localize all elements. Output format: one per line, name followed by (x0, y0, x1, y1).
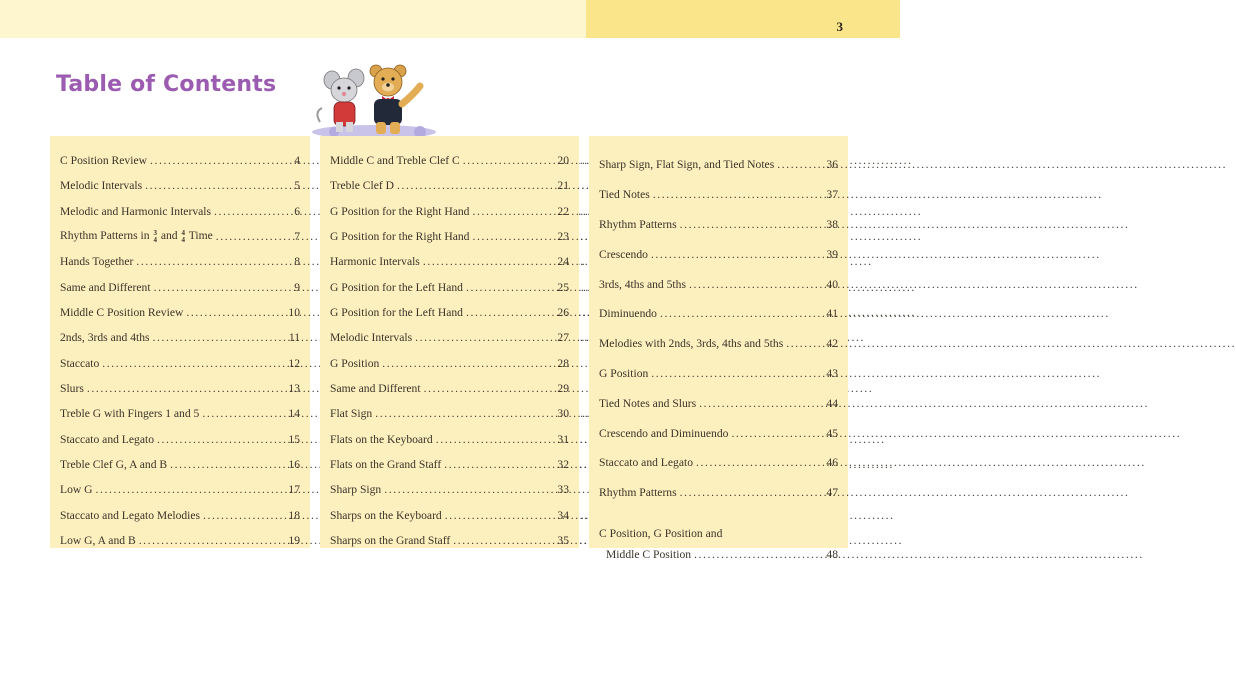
toc-entry (599, 321, 840, 351)
toc-entry-title: G Position for the Right Hand (330, 230, 470, 244)
toc-entry-title: Low G (60, 483, 93, 497)
toc-entry-page: 10 (288, 306, 300, 320)
toc-entry (60, 370, 302, 395)
toc-entry-title-line2: Middle C Position (606, 548, 692, 562)
toc-entry (599, 351, 840, 381)
toc-column-1 (50, 136, 310, 548)
toc-entry-title: Crescendo and Diminuendo (599, 426, 729, 440)
toc-entry-page: 8 (294, 255, 300, 269)
toc-entry-page: 33 (557, 483, 569, 497)
toc-entry (599, 261, 840, 291)
page-number: 3 (836, 19, 843, 34)
toc-entry (599, 142, 840, 172)
toc-entry (60, 193, 302, 218)
toc-entry-title: Rhythm Patterns (599, 486, 677, 500)
toc-entry-page: 42 (826, 337, 838, 351)
toc-entry-title: Flat Sign (330, 407, 373, 421)
toc-entry-page: 46 (826, 456, 838, 470)
toc-entry-title: Same and Different (60, 280, 151, 294)
toc-entry-page: 28 (557, 356, 569, 370)
toc-entry-title-line1: C Position, G Position and (599, 526, 723, 540)
toc-entry-title: Low G, A and B (60, 534, 136, 548)
toc-entry (330, 370, 571, 395)
toc-entry (330, 319, 571, 344)
toc-entry-page: 24 (557, 255, 569, 269)
toc-entry-page: 13 (288, 382, 300, 396)
toc-entry-page: 26 (557, 306, 569, 320)
toc-entry-title: Melodic Intervals (330, 331, 413, 345)
toc-entry-page: 19 (288, 534, 300, 548)
toc-entry (599, 500, 840, 562)
toc-entry-title: Treble Clef D (330, 179, 394, 193)
toc-entry-title: G Position for the Left Hand (330, 280, 463, 294)
toc-entry-title: Melodies with 2nds, 3rds, 4ths and 5ths (599, 337, 784, 351)
toc-entry-title: Middle C and Treble Clef C (330, 154, 460, 168)
toc-entry-title: Flats on the Keyboard (330, 432, 433, 446)
toc-entry (599, 440, 840, 470)
toc-entry-page: 45 (826, 426, 838, 440)
page-title: Table of Contents (56, 72, 277, 97)
toc-entry (330, 497, 571, 522)
toc-entry-page: 44 (826, 396, 838, 410)
toc-entry-page: 16 (288, 458, 300, 472)
time-signature-4-4: 4 4 (181, 229, 185, 244)
toc-entry (330, 471, 571, 496)
toc-entry-page: 32 (557, 458, 569, 472)
toc-column-2 (320, 136, 579, 548)
toc-entry-title: G Position for the Left Hand (330, 306, 463, 320)
toc-entry-page: 48 (826, 548, 838, 562)
toc-entry-page: 25 (557, 280, 569, 294)
toc-entry (60, 345, 302, 370)
toc-entry (330, 142, 571, 167)
toc-entry-title: Diminuendo (599, 307, 657, 321)
toc-entry (60, 243, 302, 268)
toc-entry (60, 294, 302, 319)
toc-entry-page: 17 (288, 483, 300, 497)
toc-entry (60, 167, 302, 192)
toc-entry (60, 142, 302, 167)
toc-entry-page: 7 (294, 230, 300, 244)
toc-entry-title: Sharps on the Grand Staff (330, 534, 451, 548)
toc-entry-page: 30 (557, 407, 569, 421)
toc-entry-title: Hands Together (60, 255, 134, 269)
toc-entry-title: Treble G with Fingers 1 and 5 (60, 407, 200, 421)
toc-entry-page: 36 (826, 158, 838, 172)
toc-entry (60, 497, 302, 522)
toc-entry-title: Tied Notes (599, 188, 650, 202)
toc-entry (599, 172, 840, 202)
toc-entry (330, 269, 571, 294)
toc-entry-title: C Position Review (60, 154, 147, 168)
toc-entry-title: G Position (599, 367, 649, 381)
toc-entry-page: 39 (826, 247, 838, 261)
toc-entry-page: 20 (557, 154, 569, 168)
toc-entry (60, 522, 302, 547)
toc-entry-title: Tied Notes and Slurs (599, 396, 697, 410)
toc-entry-title: 2nds, 3rds and 4ths (60, 331, 150, 345)
toc-entry (60, 319, 302, 344)
toc-entry-page: 23 (557, 230, 569, 244)
toc-entry-title: Staccato and Legato (60, 432, 154, 446)
toc-entry-page: 9 (294, 280, 300, 294)
toc-entry-page: 6 (294, 204, 300, 218)
toc-entry-page: 31 (557, 432, 569, 446)
toc-entry (330, 395, 571, 420)
toc-entry (330, 345, 571, 370)
toc-entry-title: Staccato and Legato (599, 456, 693, 470)
toc-entry (599, 410, 840, 440)
toc-entry-title: Sharp Sign (330, 483, 382, 497)
toc-entry-page: 15 (288, 432, 300, 446)
toc-entry-title: Staccato (60, 356, 100, 370)
toc-entry-page: 40 (826, 277, 838, 291)
toc-entry-page: 41 (826, 307, 838, 321)
toc-entry (330, 218, 571, 243)
toc-entry-title: 3rds, 4ths and 5ths (599, 277, 686, 291)
toc-entry-title: Rhythm Patterns (599, 218, 677, 232)
toc-entry (599, 231, 840, 261)
toc-entry-page: 47 (826, 486, 838, 500)
toc-entry (60, 471, 302, 496)
toc-entry-page: 34 (557, 508, 569, 522)
toc-entry-title: Sharps on the Keyboard (330, 508, 442, 522)
toc-entry-title: G Position for the Right Hand (330, 204, 470, 218)
toc-entry-page: 5 (294, 179, 300, 193)
toc-entry-title: Harmonic Intervals (330, 255, 420, 269)
toc-entry-page: 43 (826, 367, 838, 381)
toc-entry-page: 14 (288, 407, 300, 421)
toc-entry-title: Sharp Sign, Flat Sign, and Tied Notes (599, 158, 775, 172)
toc-entry (330, 421, 571, 446)
toc-entry-page: 4 (294, 154, 300, 168)
toc-entry-page: 12 (288, 356, 300, 370)
toc-entry (330, 243, 571, 268)
toc-entry (60, 395, 302, 420)
mouse-and-bear-illustration (312, 62, 442, 140)
toc-entry-page: 37 (826, 188, 838, 202)
time-signature-3-4: 3 4 (153, 229, 157, 244)
toc-entry (330, 167, 571, 192)
toc-entry (599, 291, 840, 321)
toc-entry-page: 11 (288, 331, 300, 345)
toc-entry (60, 421, 302, 446)
toc-entry-title: Same and Different (330, 382, 421, 396)
toc-entry-page: 21 (557, 179, 569, 193)
toc-entry-page: 35 (557, 534, 569, 548)
header-band-right (586, 0, 900, 38)
header-band (0, 0, 900, 38)
toc-entry-page: 27 (557, 331, 569, 345)
toc-entry-title: Middle C Position Review (60, 306, 184, 320)
toc-entry-title: Crescendo (599, 247, 648, 261)
toc-entry-page: 29 (557, 382, 569, 396)
toc-entry (60, 446, 302, 471)
toc-entry-title: Treble Clef G, A and B (60, 458, 168, 472)
header-band-left (0, 0, 586, 38)
toc-entry-title: Slurs (60, 382, 84, 396)
toc-entry-title: Flats on the Grand Staff (330, 458, 442, 472)
toc-entry-page: 38 (826, 218, 838, 232)
toc-entry-page: 22 (557, 204, 569, 218)
toc-entry (599, 470, 840, 500)
toc-entry-title: G Position (330, 356, 380, 370)
toc-entry-title: Staccato and Legato Melodies (60, 508, 201, 522)
toc-entry-page: 18 (288, 508, 300, 522)
toc-entry-title: Melodic Intervals (60, 179, 143, 193)
toc-entry (330, 294, 571, 319)
toc-column-3 (589, 136, 848, 562)
toc-entry-title: Rhythm Patterns in 3 4 and 4 4 Time (60, 228, 213, 244)
toc-entry (60, 269, 302, 294)
toc-entry (60, 218, 302, 243)
toc-entry-title: Melodic and Harmonic Intervals (60, 204, 211, 218)
toc-entry (599, 380, 840, 410)
toc-entry (330, 446, 571, 471)
toc-entry (330, 193, 571, 218)
toc-entry (599, 202, 840, 232)
toc-entry (330, 522, 571, 547)
